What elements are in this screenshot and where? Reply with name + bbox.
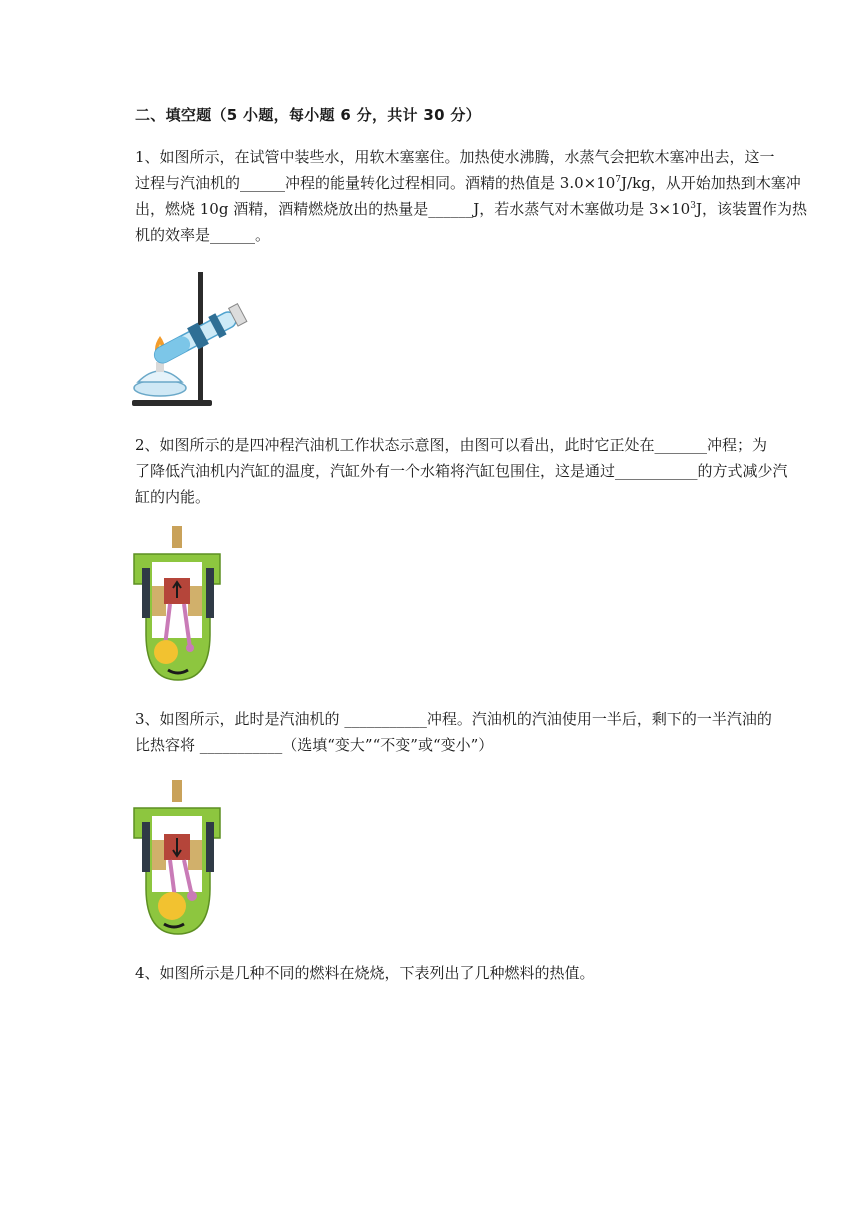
question-1 bbox=[135, 144, 805, 248]
engine-figure-2 bbox=[130, 778, 226, 938]
flywheel bbox=[158, 892, 186, 920]
q3-line-2: 比热容将 ___________（选填“变大”“不变”或“变小”） bbox=[135, 736, 494, 754]
spark-plug-icon bbox=[172, 526, 182, 548]
q3-line-1: 3、如图所示，此时是汽油机的 ___________冲程。汽油机的汽油使用一半后，剩下的一半汽油的 bbox=[135, 710, 772, 728]
q2-line-1: 2、如图所示的是四冲程汽油机工作状态示意图，由图可以看出，此时它正处在_______冲程；为 bbox=[135, 436, 768, 454]
engine-figure-1 bbox=[130, 524, 226, 684]
section-title: 二、填空题（5 小题，每小题 6 分，共计 30 分） bbox=[135, 106, 481, 124]
q1-line-3: 出，燃烧 10g 酒精，酒精燃烧放出的热量是______J，若水蒸气对木塞做功是 $3\times 10^3J$，该装置作为热 bbox=[135, 200, 807, 218]
flywheel bbox=[154, 640, 178, 664]
q1-line-1: 1、如图所示，在试管中装些水，用软木塞塞住。加热使水沸腾，水蒸气会把软木塞冲出去，这一 bbox=[135, 148, 775, 166]
q2-line-3: 缸的内能。 bbox=[135, 488, 211, 506]
q4-line-1: 4、如图所示是几种不同的燃料在烧烧，下表列出了几种燃料的热值。 bbox=[135, 964, 595, 982]
spark-plug-icon bbox=[172, 780, 182, 802]
question-3 bbox=[135, 706, 805, 758]
q1-line-4: 机的效率是______。 bbox=[135, 226, 271, 244]
test-tube-apparatus-figure bbox=[128, 264, 258, 410]
question-2 bbox=[135, 432, 805, 510]
q2-line-2: 了降低汽油机内汽缸的温度，汽缸外有一个水箱将汽缸包围住，这是通过___________的方式减少汽 bbox=[135, 462, 788, 480]
question-4 bbox=[135, 960, 805, 986]
q1-line-2: 过程与汽油机的______冲程的能量转化过程相同。酒精的热值是 $3.0\times 10^7J/kg$，从开始加热到木塞冲 bbox=[135, 174, 801, 192]
